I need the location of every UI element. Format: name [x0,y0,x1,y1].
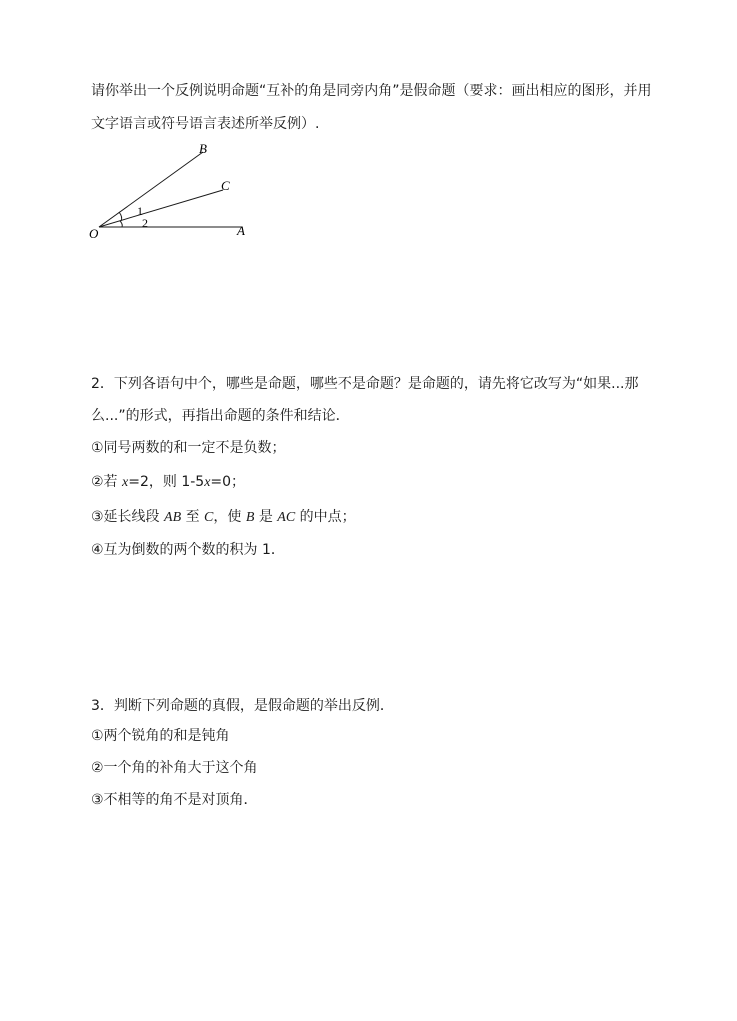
ray-ob [99,152,203,227]
q2-item-3-mid2: ，使 [213,509,246,525]
label-angle-2: 2 [142,216,148,230]
q2-item-3 [91,508,356,527]
label-b: B [199,141,207,156]
q2-item-3-suffix: 的中点； [295,509,356,525]
q3-item-2: ②一个角的补角大于这个角 [91,760,258,776]
ray-oc [99,190,223,227]
q3-item-3: ③不相等的角不是对顶角． [91,792,258,808]
q2-item-2 [91,473,245,492]
angle-arc-2 [120,221,122,227]
q2-text-line2: 么...”的形式，再指出命题的条件和结论． [91,408,350,424]
q2-item-2-mid: =2，则 1-5 [128,474,205,490]
segment-ab: AB [164,510,182,525]
q2-item-2-prefix: ②若 [91,474,123,490]
q2-item-4: ④互为倒数的两个数的积为 1． [91,542,285,558]
q2-item-1: ①同号两数的和一定不是负数； [91,440,286,456]
q2-item-2-suffix: =0； [210,474,246,490]
label-c: C [221,178,230,193]
q1-text-line1: 请你举出一个反例说明命题“互补的角是同旁内角”是假命题（要求：画出相应的图形，并用 [91,83,652,99]
var-x: x [204,475,211,490]
q2-text-line1: 2．下列各语句中个，哪些是命题，哪些不是命题？是命题的，请先将它改写为“如果...那 [91,376,639,392]
label-angle-1: 1 [137,204,143,218]
q1-text-line2: 文字语言或符号语言表述所举反例）. [91,116,320,132]
label-a: A [237,223,245,238]
q3-title: 3．判断下列命题的真假，是假命题的举出反例． [91,698,394,714]
angle-figure [85,140,260,245]
angle-arc-1 [119,212,122,221]
q2-item-3-mid3: 是 [254,509,278,525]
q2-item-3-prefix: ③延长线段 [91,509,165,525]
var-x: x [122,475,129,490]
segment-ac: AC [277,510,296,525]
point-b: B [245,510,255,525]
point-c: C [204,510,214,525]
label-o: O [89,226,99,241]
q3-item-1: ①两个锐角的和是钝角 [91,728,230,744]
q2-item-3-mid1: 至 [181,509,205,525]
